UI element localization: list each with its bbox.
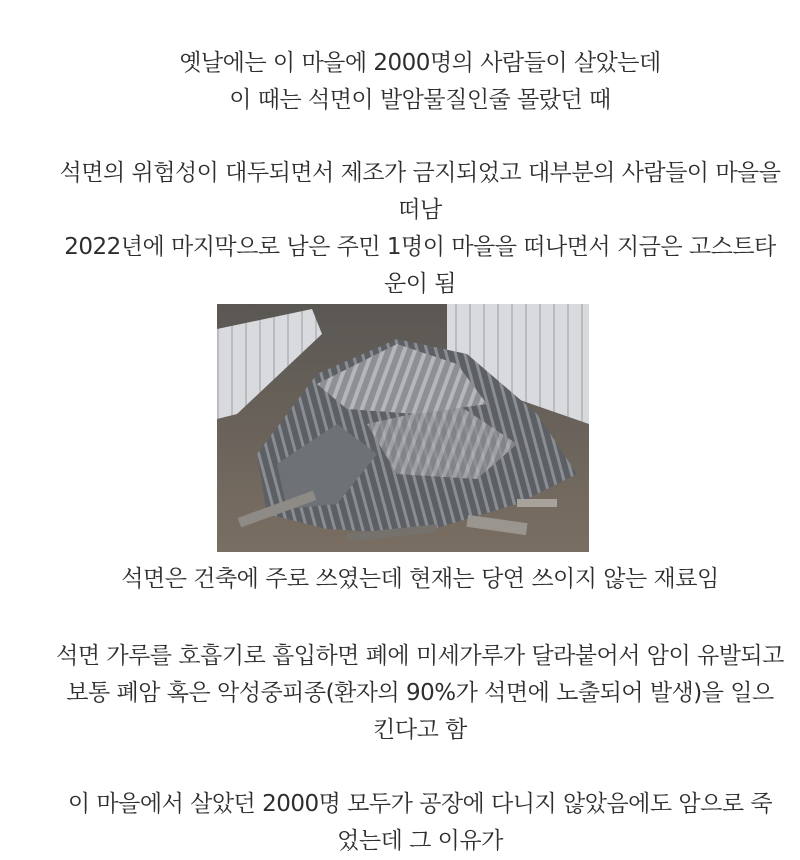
photo-caption xyxy=(0,561,800,598)
text-line: 보통 폐암 혹은 악성중피종(환자의 90%가 석면에 노출되어 발생)을 일으 xyxy=(66,680,774,706)
paragraph-ban-and-exodus xyxy=(0,155,800,303)
text-line: 2022년에 마지막으로 남은 주민 1명이 마을을 떠나면서 지금은 고스트타 xyxy=(64,234,776,260)
text-line: 운이 됨 xyxy=(384,271,456,297)
text-line: 옛날에는 이 마을에 2000명의 사람들이 살았는데 xyxy=(179,50,661,76)
asbestos-debris-photo xyxy=(217,304,589,552)
paragraph-cause-of-death xyxy=(0,786,800,860)
text-line: 석면의 위험성이 대두되면서 제조가 금지되었고 대부분의 사람들이 마을을 xyxy=(59,160,781,186)
text-line: 이 마을에서 살았던 2000명 모두가 공장에 다니지 않았음에도 암으로 죽 xyxy=(67,791,773,817)
paragraph-health-effects xyxy=(0,638,800,749)
text-line: 석면 가루를 호흡기로 흡입하면 폐에 미세가루가 달라붙어서 암이 유발되고 xyxy=(56,643,784,669)
text-line: 이 때는 석면이 발암물질인줄 몰랐던 때 xyxy=(229,87,611,113)
text-line: 석면은 건축에 주로 쓰였는데 현재는 당연 쓰이지 않는 재료임 xyxy=(121,566,719,592)
text-line: 떠남 xyxy=(398,197,442,223)
text-line: 킨다고 함 xyxy=(373,717,467,743)
paragraph-village-history xyxy=(0,45,800,119)
text-line: 었는데 그 이유가 xyxy=(337,828,503,854)
